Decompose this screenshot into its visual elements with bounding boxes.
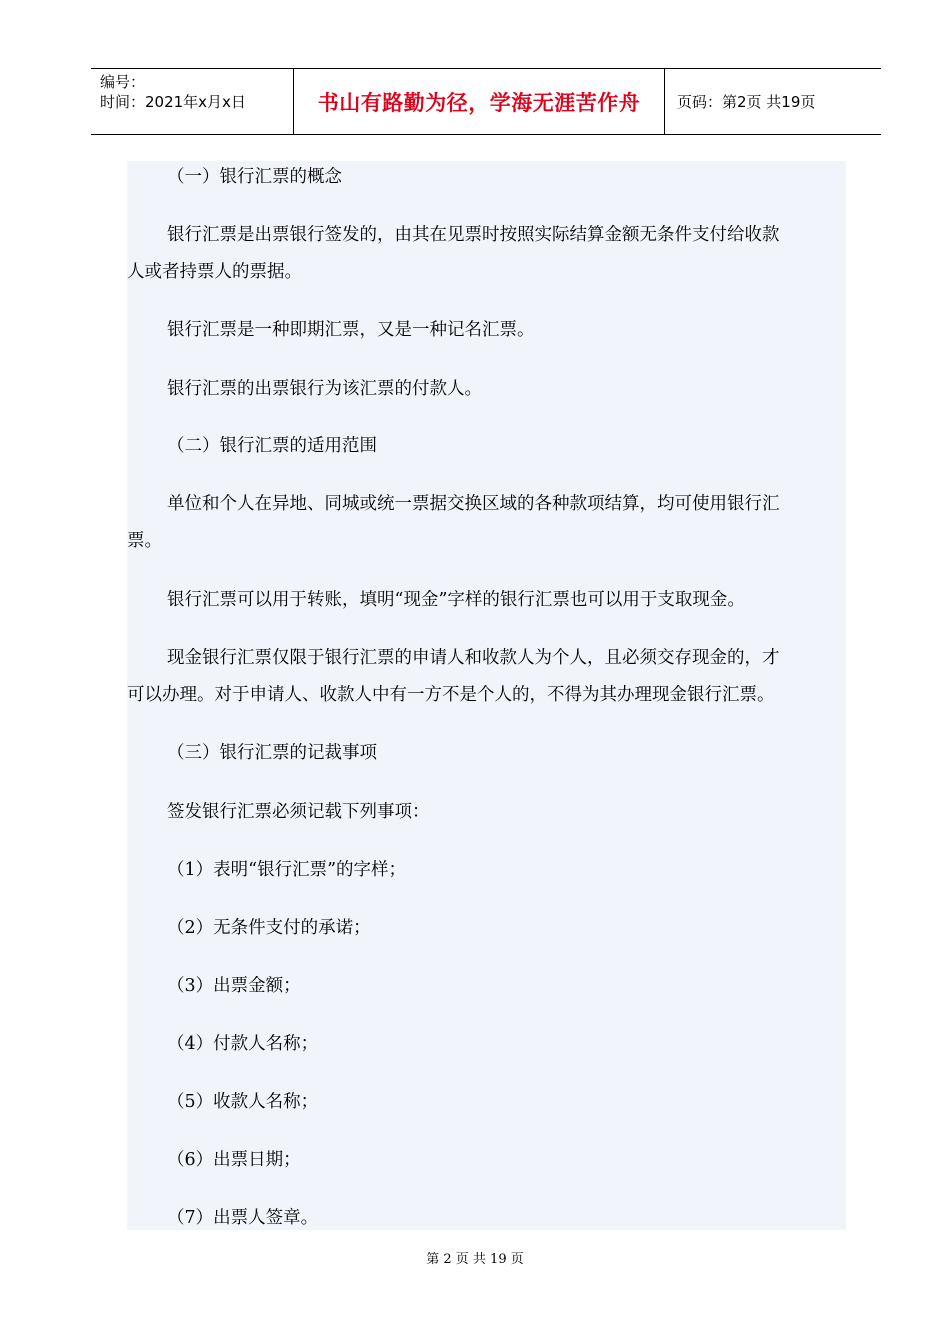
header-page-info: 页码：第2页 共19页 [677,93,816,111]
section-heading-3: （三）银行汇票的记裁事项 [167,743,377,763]
page-footer: 第 2 页 共 19 页 [426,1252,524,1267]
list-item: （6）出票日期； [167,1150,301,1170]
list-item: （5）收款人名称； [167,1092,319,1112]
section-heading-2: （二）银行汇票的适用范围 [167,436,377,456]
document-body [127,161,846,1230]
page-header [91,68,881,135]
header-meta [91,69,293,134]
paragraph-line: 票。 [127,531,162,551]
list-item: （4）付款人名称； [167,1034,319,1054]
paragraph-line: 人或者持票人的票据。 [127,262,302,282]
document-time: 时间：2021年x月x日 [100,93,246,111]
paragraph-line: 签发银行汇票必须记载下列事项： [167,802,430,822]
paragraph-line: 银行汇票是出票银行签发的，由其在见票时按照实际结算金额无条件支付给收款 [167,225,780,245]
list-item: （7）出票人签章。 [167,1208,319,1228]
list-item: （2）无条件支付的承诺； [167,918,371,938]
list-item: （3）出票金额； [167,976,301,996]
document-number-label: 编号： [100,73,146,91]
paragraph-line: 银行汇票的出票银行为该汇票的付款人。 [167,379,482,399]
paragraph-line: 银行汇票可以用于转账，填明“现金”字样的银行汇票也可以用于支取现金。 [167,590,745,610]
paragraph-line: 单位和个人在异地、同城或统一票据交换区域的各种款项结算，均可使用银行汇 [167,494,780,514]
header-page-cell [665,69,881,134]
header-motto-cell [293,69,665,134]
paragraph-line: 现金银行汇票仅限于银行汇票的申请人和收款人为个人，且必须交存现金的，才 [167,648,780,668]
paragraph-line: 银行汇票是一种即期汇票，又是一种记名汇票。 [167,320,535,340]
list-item: （1）表明“银行汇票”的字样； [167,860,407,880]
section-heading-1: （一）银行汇票的概念 [167,167,342,187]
header-motto: 书山有路勤为径，学海无涯苦作舟 [317,90,641,115]
paragraph-line: 可以办理。对于申请人、收款人中有一方不是个人的，不得为其办理现金银行汇票。 [127,685,775,705]
